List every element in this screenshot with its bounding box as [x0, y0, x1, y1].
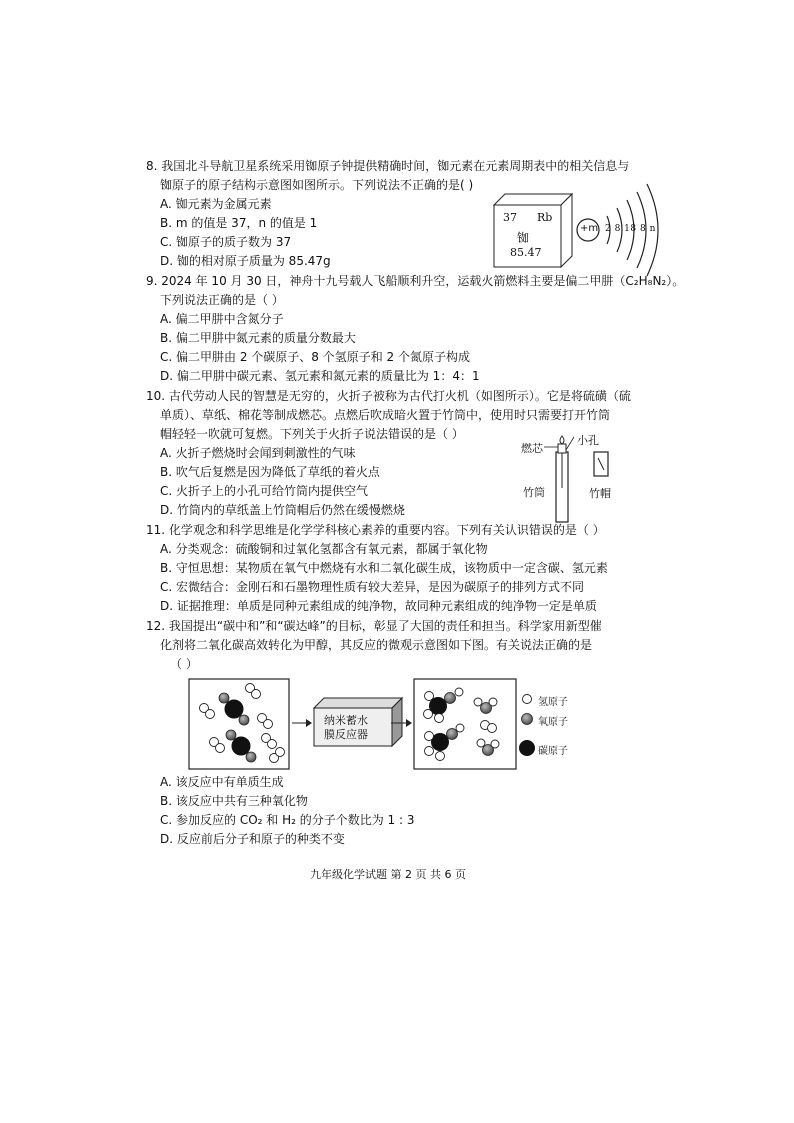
- label-cap: 竹帽: [589, 487, 611, 500]
- q9-stem-line2: 下列说法正确的是（ ）: [160, 293, 284, 307]
- q10-option-c: C. 火折子上的小孔可给竹筒内提供空气: [160, 484, 369, 498]
- legend-hydrogen: 氢原子: [538, 697, 568, 708]
- q10-option-d: D. 竹筒内的草纸盖上竹筒帽后仍然在缓慢燃烧: [160, 503, 405, 517]
- q10-option-b: B. 吹气后复燃是因为降低了草纸的着火点: [160, 465, 380, 479]
- q10-stem-line2: 单质）、草纸、棉花等制成燃芯。点燃后吹成暗火置于竹筒中，使用时只需要打开竹筒: [160, 408, 611, 422]
- q12-option-b: B. 该反应中共有三种氧化物: [160, 794, 308, 808]
- legend-oxygen: 氧原子: [538, 717, 568, 728]
- q8-option-b: B. m 的值是 37，n 的值是 1: [160, 216, 318, 230]
- q11-option-d: D. 证据推理：单质是同种元素组成的纯净物，故同种元素组成的纯净物一定是单质: [160, 599, 597, 613]
- label-tube: 竹筒: [523, 486, 545, 499]
- q11-option-a: A. 分类观念：硫酸铜和过氧化氢都含有氧元素，都属于氧化物: [160, 542, 488, 556]
- q10-option-a: A. 火折子燃烧时会闻到刺激性的气味: [160, 446, 356, 460]
- q12-stem-line1: 12. 我国提出“碳中和”和“碳达峰”的目标，彰显了大国的责任和担当。科学家用新型催: [146, 619, 602, 633]
- q8-stem-line1: 8. 我国北斗导航卫星系统采用铷原子钟提供精确时间，铷元素在元素周期表中的相关信息与: [146, 159, 630, 173]
- element-name: 铷: [517, 231, 530, 245]
- q9-stem-line1: 9. 2024 年 10 月 30 日，神舟十九号载人飞船顺利升空，运载火箭燃料主要是偏二甲肼（C₂H₈N₂）。: [146, 274, 685, 288]
- label-hole: 小孔: [577, 434, 599, 447]
- reactor-label-line2: 膜反应器: [324, 728, 368, 741]
- label-core: 燃芯: [521, 442, 543, 455]
- q11-stem-line1: 11. 化学观念和科学思维是化学学科核心素养的重要内容。下列有关认识错误的是（ ）: [146, 523, 605, 537]
- q10-stem-line3: 帽轻轻一吹就可复燃。下列关于火折子说法错误的是（ ）: [160, 427, 464, 441]
- atom-nucleus-label: +m: [580, 223, 599, 234]
- legend-carbon: 碳原子: [538, 746, 568, 757]
- q9-option-d: D. 偏二甲肼中碳元素、氢元素和氮元素的质量比为 1：4：1: [160, 369, 480, 383]
- q8-option-a: A. 铷元素为金属元素: [160, 197, 272, 211]
- q9-option-a: A. 偏二甲肼中含氮分子: [160, 312, 284, 326]
- q9-option-c: C. 偏二甲肼由 2 个碳原子、8 个氢原子和 2 个氮原子构成: [160, 350, 470, 364]
- q8-option-c: C. 铷原子的质子数为 37: [160, 235, 292, 249]
- q12-stem-line2: 化剂将二氧化碳高效转化为甲醇，其反应的微观示意图如下图。有关说法正确的是: [160, 638, 593, 652]
- atom-shell-numbers: 2 8 18 8 n: [605, 224, 656, 234]
- q8-stem-line2: 铷原子的原子结构示意图如图所示。下列说法不正确的是( ): [160, 178, 474, 192]
- element-number: 37: [503, 211, 517, 224]
- q12-option-a: A. 该反应中有单质生成: [160, 775, 284, 789]
- reactor-label-line1: 纳米蓄水: [324, 714, 368, 727]
- element-mass: 85.47: [510, 246, 542, 259]
- q12-option-c: C. 参加反应的 CO₂ 和 H₂ 的分子个数比为 1 : 3: [160, 813, 415, 827]
- q10-stem-line1: 10. 古代劳动人民的智慧是无穷的，火折子被称为古代打火机（如图所示）。它是将硫磺（硫: [146, 389, 631, 403]
- q8-option-d: D. 铷的相对原子质量为 85.47g: [160, 254, 331, 268]
- q12-stem-line3: （ ）: [170, 657, 198, 671]
- q11-option-b: B. 守恒思想：某物质在氧气中燃烧有水和二氧化碳生成，该物质中一定含碳、氢元素: [160, 561, 608, 575]
- element-symbol: Rb: [537, 211, 553, 224]
- q11-option-c: C. 宏微结合：金刚石和石墨物理性质有较大差异，是因为碳原子的排列方式不同: [160, 580, 585, 594]
- q12-option-d: D. 反应前后分子和原子的种类不变: [160, 832, 345, 846]
- page-footer: 九年级化学试题 第 2 页 共 6 页: [310, 868, 466, 881]
- q9-option-b: B. 偏二甲肼中氮元素的质量分数最大: [160, 331, 356, 345]
